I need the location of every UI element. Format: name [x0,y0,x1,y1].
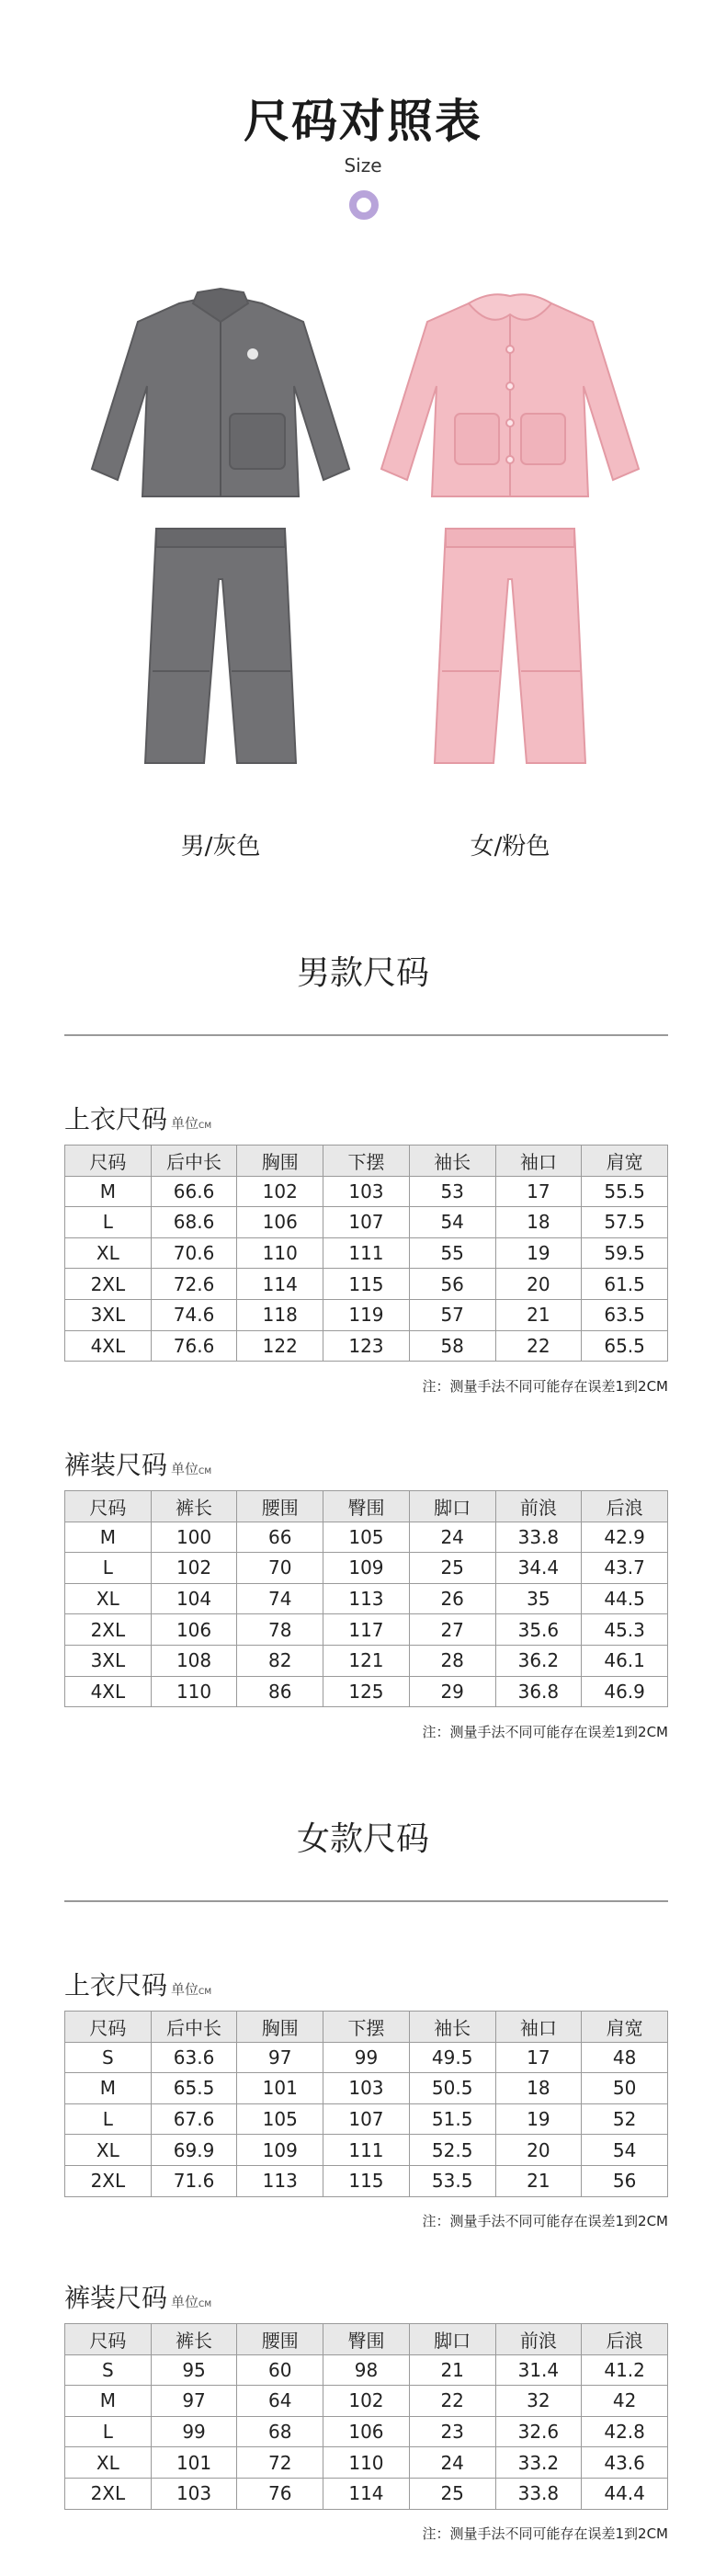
table-row [65,2478,668,2509]
measurement-cell: 18 [495,2073,582,2104]
measurement-cell: 98 [323,2354,410,2386]
column-header: 尺码 [65,1146,152,1177]
measurement-cell: 49.5 [409,2042,495,2073]
measurement-cell: 67.6 [151,2103,237,2135]
size-cell: 4XL [65,1330,152,1362]
measurement-cell: 123 [323,1330,410,1362]
men-size-heading: 男款尺码 [296,954,429,992]
measurement-cell: 21 [495,1299,582,1330]
measurement-cell: 63.6 [151,2042,237,2073]
measurement-cell: 113 [237,2165,323,2196]
measurement-cell: 95 [151,2354,237,2386]
table-row [65,1645,668,1676]
measurement-cell: 28 [409,1645,495,1676]
measurement-cell: 66.6 [151,1176,237,1207]
size-cell: M [65,2386,152,2417]
measurement-cell: 27 [409,1614,495,1646]
table-row [65,1207,668,1238]
measurement-cell: 17 [495,2042,582,2073]
measurement-cell: 86 [237,1676,323,1707]
measurement-cell: 22 [409,2386,495,2417]
measurement-cell: 109 [323,1553,410,1584]
women-size-heading: 女款尺码 [296,1820,429,1858]
measurement-cell: 50 [582,2073,668,2104]
column-header: 后中长 [151,2012,237,2043]
measurement-cell: 106 [151,1614,237,1646]
column-header: 裤长 [151,1491,237,1522]
women-top-size-table [64,2011,668,2197]
table-row [65,1553,668,1584]
measurement-cell: 46.9 [582,1676,668,1707]
men-pants-title [64,1445,211,1482]
table-row [65,1522,668,1553]
table-header-row [65,1146,668,1177]
size-cell: L [65,1207,152,1238]
measurement-cell: 72 [237,2447,323,2479]
measurement-cell: 102 [323,2386,410,2417]
measurement-cell: 42.8 [582,2416,668,2447]
men-top-title [64,1100,211,1136]
table-row [65,1299,668,1330]
measurement-cell: 52.5 [409,2135,495,2166]
measurement-cell: 113 [323,1583,410,1614]
measurement-cell: 24 [409,1522,495,1553]
table-row [65,2386,668,2417]
measurement-cell: 99 [151,2416,237,2447]
measurement-cell: 65.5 [582,1330,668,1362]
measurement-cell: 103 [323,2073,410,2104]
table-row [65,1676,668,1707]
column-header: 肩宽 [582,1146,668,1177]
measurement-cell: 43.6 [582,2447,668,2479]
measurement-cell: 66 [237,1522,323,1553]
column-header: 袖长 [409,2012,495,2043]
size-cell: S [65,2354,152,2386]
size-cell: 2XL [65,2478,152,2509]
column-header: 脚口 [409,2324,495,2355]
measurement-cell: 56 [409,1269,495,1300]
measurement-cell: 74 [237,1583,323,1614]
measurement-cell: 109 [237,2135,323,2166]
column-header: 袖口 [495,1146,582,1177]
size-cell: M [65,2073,152,2104]
measurement-note: 注：测量手法不同可能存在误差1到2CM [422,1378,668,1395]
table-unit: 单位CM [171,1981,212,1998]
size-cell: L [65,2103,152,2135]
measurement-cell: 59.5 [582,1237,668,1269]
measurement-cell: 99 [323,2042,410,2073]
table-row [65,2103,668,2135]
column-header: 后浪 [582,2324,668,2355]
measurement-cell: 110 [323,2447,410,2479]
measurement-cell: 114 [237,1269,323,1300]
column-header: 下摆 [323,2012,410,2043]
measurement-cell: 101 [151,2447,237,2479]
column-header: 腰围 [237,2324,323,2355]
column-header: 尺码 [65,2324,152,2355]
table-header-row [65,2324,668,2355]
section-divider [64,1900,668,1902]
size-cell: M [65,1522,152,1553]
column-header: 袖口 [495,2012,582,2043]
measurement-cell: 33.8 [495,2478,582,2509]
men-pants-size-table [64,1490,668,1707]
measurement-cell: 35.6 [495,1614,582,1646]
table-row [65,2447,668,2479]
measurement-note: 注：测量手法不同可能存在误差1到2CM [422,2525,668,2542]
column-header: 胸围 [237,1146,323,1177]
measurement-cell: 58 [409,1330,495,1362]
measurement-cell: 102 [151,1553,237,1584]
measurement-cell: 19 [495,2103,582,2135]
measurement-cell: 114 [323,2478,410,2509]
size-cell: 2XL [65,1614,152,1646]
table-row [65,2042,668,2073]
table-row [65,1269,668,1300]
measurement-cell: 23 [409,2416,495,2447]
table-title-text: 裤装尺码 [64,1450,168,1480]
page-subtitle: Size [344,154,382,177]
measurement-cell: 33.8 [495,1522,582,1553]
measurement-cell: 61.5 [582,1269,668,1300]
measurement-cell: 57.5 [582,1207,668,1238]
column-header: 尺码 [65,1491,152,1522]
measurement-cell: 104 [151,1583,237,1614]
women-pajama-image [372,285,648,781]
measurement-cell: 44.5 [582,1583,668,1614]
measurement-cell: 122 [237,1330,323,1362]
measurement-cell: 107 [323,2103,410,2135]
men-product-label: 男/灰色 [180,833,261,861]
size-cell: 2XL [65,2165,152,2196]
column-header: 前浪 [495,2324,582,2355]
measurement-cell: 33.2 [495,2447,582,2479]
table-row [65,1614,668,1646]
women-top-title [64,1966,211,2002]
column-header: 尺码 [65,2012,152,2043]
measurement-cell: 108 [151,1645,237,1676]
size-cell: M [65,1176,152,1207]
measurement-cell: 105 [237,2103,323,2135]
column-header: 臀围 [323,2324,410,2355]
measurement-cell: 102 [237,1176,323,1207]
column-header: 下摆 [323,1146,410,1177]
page-title: 尺码对照表 [244,95,482,148]
size-cell: 2XL [65,1269,152,1300]
measurement-cell: 25 [409,2478,495,2509]
measurement-note: 注：测量手法不同可能存在误差1到2CM [422,1724,668,1740]
column-header: 裤长 [151,2324,237,2355]
measurement-cell: 100 [151,1522,237,1553]
size-cell: XL [65,2447,152,2479]
measurement-cell: 65.5 [151,2073,237,2104]
column-header: 袖长 [409,1146,495,1177]
measurement-cell: 57 [409,1299,495,1330]
measurement-cell: 115 [323,1269,410,1300]
measurement-cell: 51.5 [409,2103,495,2135]
measurement-cell: 70 [237,1553,323,1584]
measurement-cell: 35 [495,1583,582,1614]
section-divider [64,1034,668,1036]
size-cell: XL [65,2135,152,2166]
table-title-text: 裤装尺码 [64,2283,168,2313]
measurement-cell: 106 [323,2416,410,2447]
measurement-cell: 72.6 [151,1269,237,1300]
size-cell: L [65,2416,152,2447]
measurement-cell: 68.6 [151,1207,237,1238]
measurement-cell: 60 [237,2354,323,2386]
column-header: 肩宽 [582,2012,668,2043]
measurement-cell: 26 [409,1583,495,1614]
men-top-size-table [64,1145,668,1362]
measurement-cell: 63.5 [582,1299,668,1330]
column-header: 胸围 [237,2012,323,2043]
measurement-cell: 106 [237,1207,323,1238]
measurement-cell: 105 [323,1522,410,1553]
table-row [65,1237,668,1269]
measurement-cell: 103 [151,2478,237,2509]
measurement-cell: 22 [495,1330,582,1362]
table-row [65,2073,668,2104]
measurement-cell: 32 [495,2386,582,2417]
measurement-cell: 44.4 [582,2478,668,2509]
table-title-text: 上衣尺码 [64,1970,168,2000]
measurement-cell: 71.6 [151,2165,237,2196]
measurement-cell: 29 [409,1676,495,1707]
measurement-cell: 55 [409,1237,495,1269]
measurement-cell: 32.6 [495,2416,582,2447]
women-pants-size-table [64,2323,668,2510]
measurement-cell: 46.1 [582,1645,668,1676]
measurement-note: 注：测量手法不同可能存在误差1到2CM [422,2213,668,2229]
measurement-cell: 56 [582,2165,668,2196]
column-header: 腰围 [237,1491,323,1522]
measurement-cell: 111 [323,2135,410,2166]
column-header: 后浪 [582,1491,668,1522]
table-header-row [65,1491,668,1522]
measurement-cell: 24 [409,2447,495,2479]
measurement-cell: 119 [323,1299,410,1330]
measurement-cell: 48 [582,2042,668,2073]
table-unit: 单位CM [171,1115,212,1132]
measurement-cell: 118 [237,1299,323,1330]
column-header: 臀围 [323,1491,410,1522]
measurement-cell: 101 [237,2073,323,2104]
measurement-cell: 107 [323,1207,410,1238]
ring-icon [349,190,379,220]
size-cell: 4XL [65,1676,152,1707]
measurement-cell: 42 [582,2386,668,2417]
measurement-cell: 25 [409,1553,495,1584]
measurement-cell: 82 [237,1645,323,1676]
size-cell: L [65,1553,152,1584]
table-row [65,2165,668,2196]
measurement-cell: 115 [323,2165,410,2196]
measurement-cell: 78 [237,1614,323,1646]
measurement-cell: 54 [582,2135,668,2166]
measurement-cell: 53.5 [409,2165,495,2196]
measurement-cell: 34.4 [495,1553,582,1584]
table-row [65,1330,668,1362]
measurement-cell: 18 [495,1207,582,1238]
measurement-cell: 70.6 [151,1237,237,1269]
measurement-cell: 117 [323,1614,410,1646]
table-row [65,2416,668,2447]
table-row [65,2354,668,2386]
measurement-cell: 52 [582,2103,668,2135]
measurement-cell: 36.8 [495,1676,582,1707]
measurement-cell: 21 [495,2165,582,2196]
measurement-cell: 97 [237,2042,323,2073]
measurement-cell: 36.2 [495,1645,582,1676]
measurement-cell: 103 [323,1176,410,1207]
measurement-cell: 121 [323,1645,410,1676]
measurement-cell: 76.6 [151,1330,237,1362]
measurement-cell: 74.6 [151,1299,237,1330]
column-header: 前浪 [495,1491,582,1522]
men-pajama-image [83,285,358,781]
measurement-cell: 19 [495,1237,582,1269]
measurement-cell: 20 [495,1269,582,1300]
column-header: 后中长 [151,1146,237,1177]
size-cell: XL [65,1237,152,1269]
table-unit: 单位CM [171,1461,212,1477]
size-cell: S [65,2042,152,2073]
measurement-cell: 54 [409,1207,495,1238]
measurement-cell: 50.5 [409,2073,495,2104]
table-unit: 单位CM [171,2294,212,2310]
measurement-cell: 55.5 [582,1176,668,1207]
measurement-cell: 43.7 [582,1553,668,1584]
measurement-cell: 21 [409,2354,495,2386]
size-cell: 3XL [65,1299,152,1330]
measurement-cell: 97 [151,2386,237,2417]
measurement-cell: 41.2 [582,2354,668,2386]
measurement-cell: 64 [237,2386,323,2417]
measurement-cell: 110 [237,1237,323,1269]
table-header-row [65,2012,668,2043]
table-row [65,1176,668,1207]
measurement-cell: 17 [495,1176,582,1207]
column-header: 脚口 [409,1491,495,1522]
size-cell: XL [65,1583,152,1614]
size-cell: 3XL [65,1645,152,1676]
measurement-cell: 110 [151,1676,237,1707]
table-row [65,1583,668,1614]
measurement-cell: 76 [237,2478,323,2509]
table-title-text: 上衣尺码 [64,1104,168,1134]
women-product-label: 女/粉色 [470,833,550,861]
women-pants-title [64,2278,211,2315]
measurement-cell: 125 [323,1676,410,1707]
measurement-cell: 31.4 [495,2354,582,2386]
measurement-cell: 68 [237,2416,323,2447]
measurement-cell: 42.9 [582,1522,668,1553]
measurement-cell: 69.9 [151,2135,237,2166]
measurement-cell: 53 [409,1176,495,1207]
measurement-cell: 45.3 [582,1614,668,1646]
table-row [65,2135,668,2166]
measurement-cell: 20 [495,2135,582,2166]
measurement-cell: 111 [323,1237,410,1269]
